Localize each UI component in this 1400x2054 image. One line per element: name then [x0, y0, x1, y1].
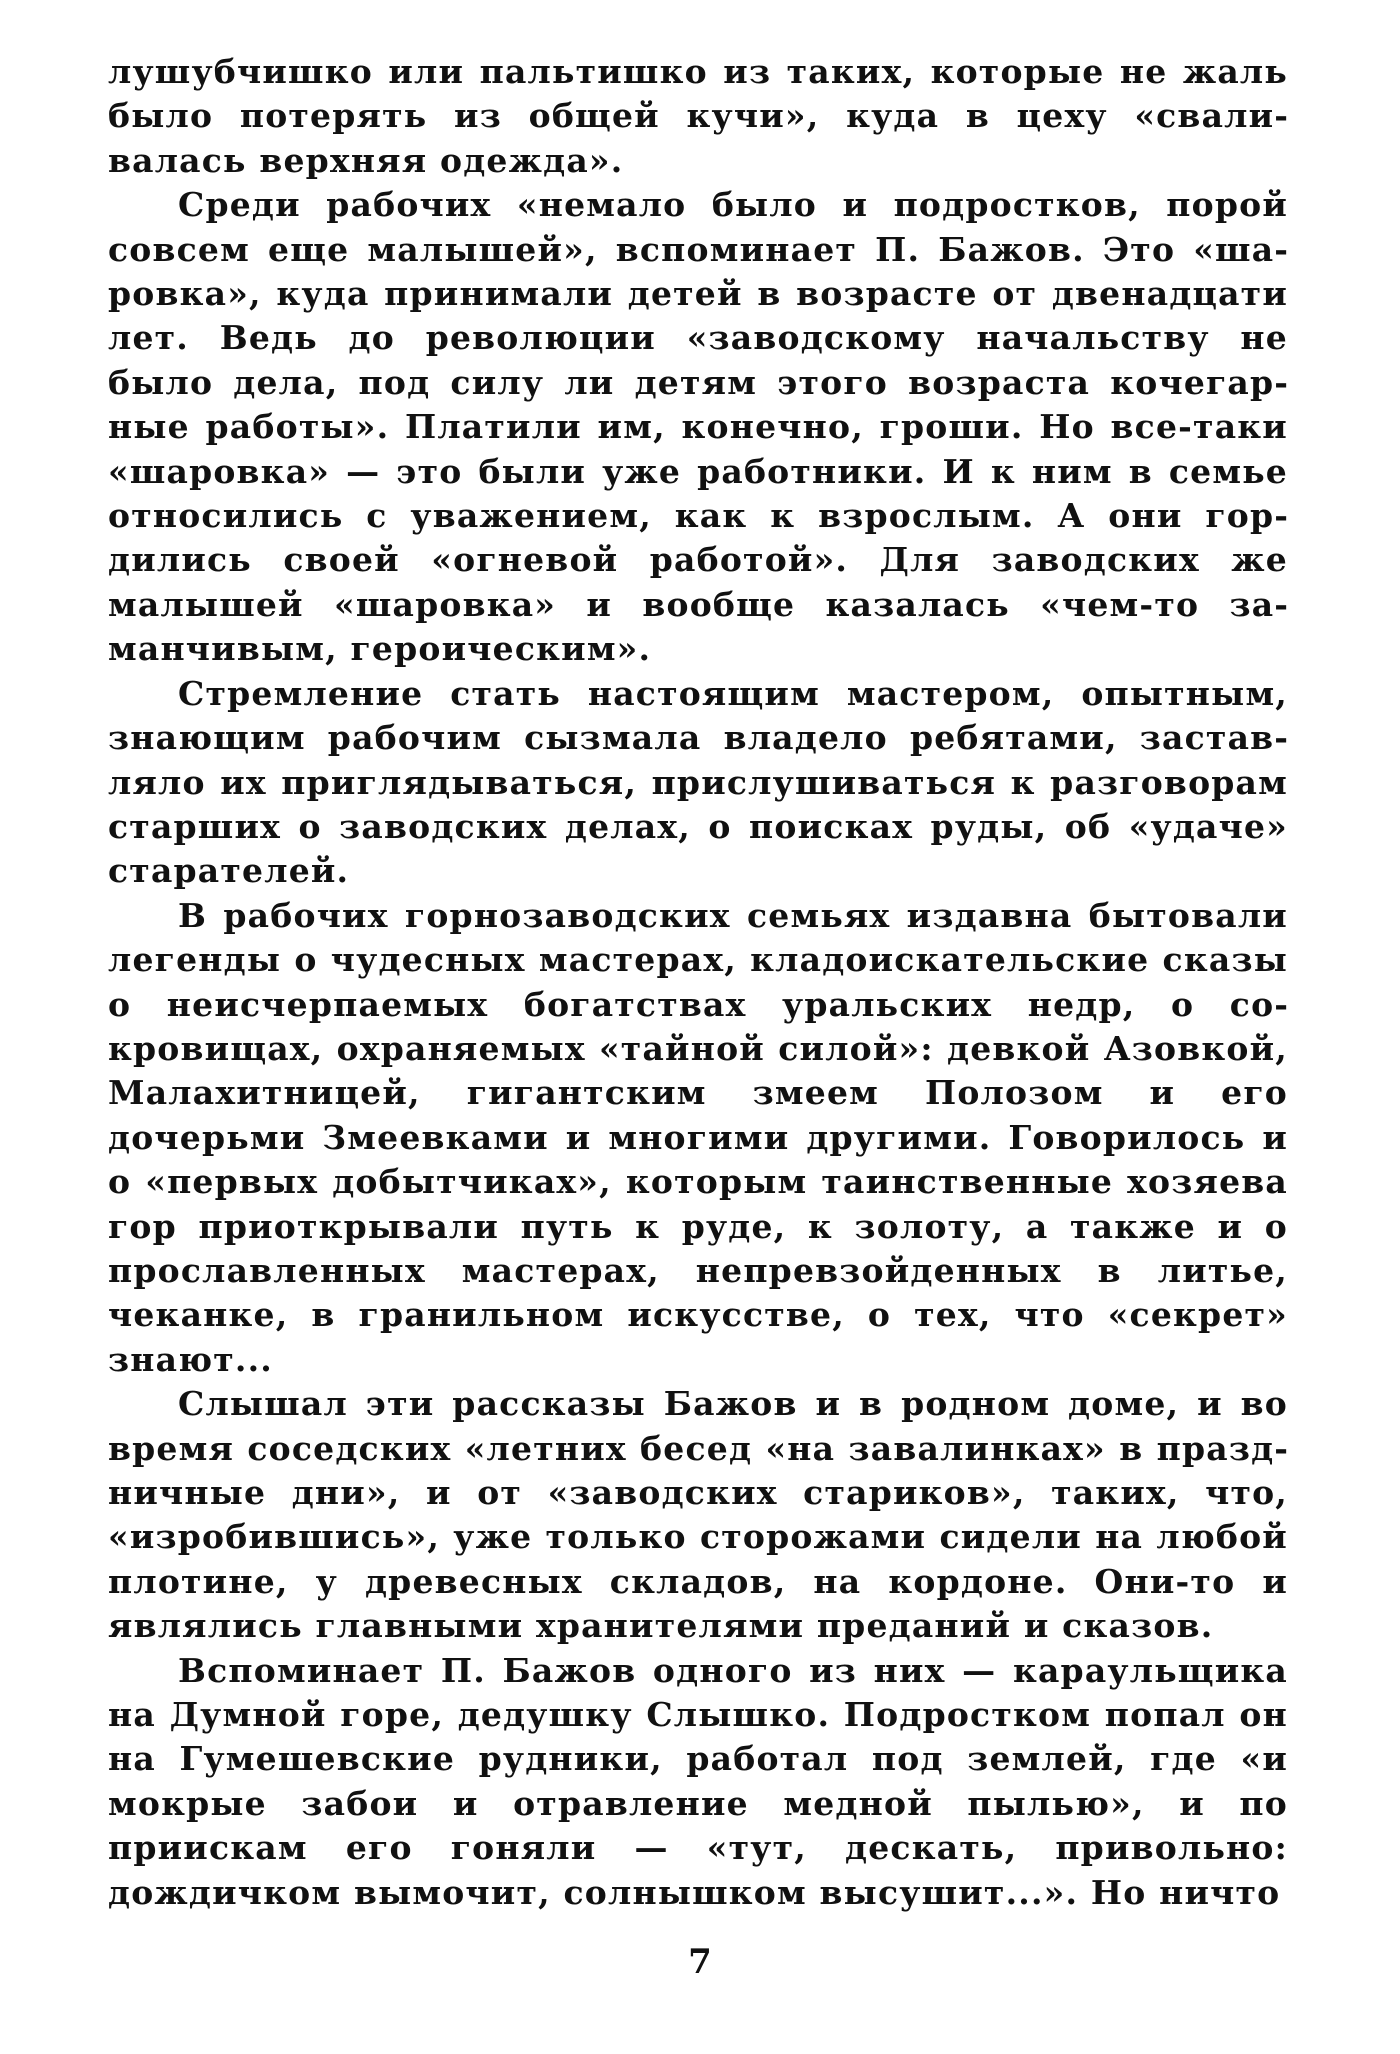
paragraph-5: Слышал эти рассказы Бажов и в родном доме, и во время соседских «летних бесед «на завалинках» в праздничные дни», и от «заводских стариков», таких, что, «изробившись», уже только сторожами сидели на любой плотине, у древесных складов, на кордоне. Они-то и являлись главными хранителями преданий и сказов. — [108, 1384, 1288, 1646]
paragraph-2: Среди рабочих «немало было и подростков, порой совсем еще малышей», вспоминает П. Бажов. Это «шаровка», куда принимали детей в возрасте от двенадцати лет. Ведь до революции «заводскому начальству не было дела, под силу ли детям этого возраста кочегарные работы». Платили им, конечно, гроши. Но все-таки «шаровка» — это были уже работники. И к ним в семье относились с уважением, как к взрослым. А они гордились своей «огневой работой». Для заводских же малышей «шаровка» и вообще казалась «чем-то заманчивым, героическим». — [108, 185, 1288, 669]
paragraph-3: Стремление стать настоящим мастером, опытным, знающим рабочим сызмала владело ребятами, заставляло их приглядываться, прислушиваться к разговорам старших о заводских делах, о поисках руды, об «удаче» старателей. — [108, 673, 1288, 891]
paragraph-6: Вспоминает П. Бажов одного из них — караульщика на Думной горе, дедушку Слышко. Подростком попал он на Гумешевские рудники, работал под землей, где «и мокрые забои и отравление медной пылью», и по приискам его гоняли — «тут, дескать, привольно: дождичком вымочит, солнышком высушит...». Но ничто — [108, 1650, 1288, 1912]
paragraph-4: В рабочих горнозаводских семьях издавна бытовали легенды о чудесных мастерах, кладоискательские сказы о неисчерпаемых богатствах уральских недр, о сокровищах, охраняемых «тайной силой»: девкой Азовкой, Малахитницей, гигантским змеем Полозом и его дочерьми Змеевками и многими другими. Говорилось и о «первых добытчиках», которым таинственные хозяева гор приоткрывали путь к руде, к золоту, а также и о прославленных мастерах, непревзойденных в литье, чеканке, в гранильном искусстве, о тех, что «секрет» знают... — [108, 895, 1288, 1379]
page-number: 7 — [688, 1942, 712, 1982]
paragraph-1: лушубчишко или пальтишко из таких, которые не жаль было потерять из общей кучи», куда в цеху «сваливалась верхняя одежда». — [108, 52, 1288, 180]
page-text — [108, 50, 1288, 1915]
